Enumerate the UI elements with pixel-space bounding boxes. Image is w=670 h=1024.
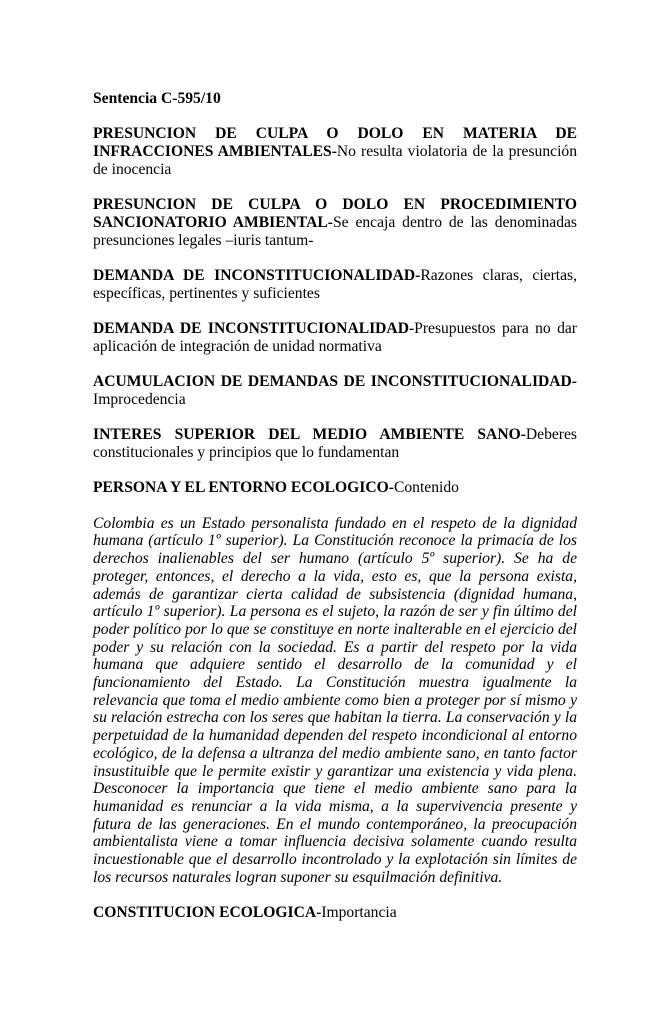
descriptor-paragraph-persona-entorno — [93, 479, 577, 497]
descriptor-paragraph-demanda-presupuestos — [93, 320, 577, 355]
descriptor-note: Presupuestos para no dar aplicación de integración de unidad normativa — [93, 320, 577, 355]
descriptor-term: DEMANDA DE INCONSTITUCIONALIDAD- — [93, 320, 415, 338]
descriptor-paragraph-presuncion-procedimiento — [93, 196, 577, 249]
descriptor-note: Contenido — [393, 479, 459, 497]
quote-paragraph: Colombia es un Estado personalista fundado en el respeto de la dignidad humana (artículo 1º superior). La Constitución reconoce la primacía de los derechos inalienables del ser humano (artículo 5º superior). Se ha de proteger, entonces, el derecho a la vida, esto es, que la persona exista, además de garantizar cierta calidad de subsistencia (dignidad humana, artículo 1º superior). La persona es el sujeto, la razón de ser y fin último del poder político por lo que se constituye en norte inalterable en el ejercicio del poder y su relación con la sociedad. Es a partir del respeto por la vida humana que adquiere sentido el desarrollo de la comunidad y el funcionamiento del Estado. La Constitución muestra igualmente la relevancia que toma el medio ambiente como bien a proteger por sí mismo y su relación estrecha con los seres que habitan la tierra. La conservación y la perpetuidad de la humanidad dependen del respeto incondicional al entorno ecológico, de la defensa a ultranza del medio ambiente sano, en tanto factor insustituible que le permite existir y garantizar una existencia y vida plena. Desconocer la importancia que tiene el medio ambiente sano para la humanidad es renunciar a la vida misma, a la supervivencia presente y futura de las generaciones. En el mundo contemporáneo, la preocupación ambientalista viene a tomar influencia decisiva solamente cuando resulta incuestionable que el desarrollo incontrolado y la explotación sin límites de los recursos naturales logran suponer su esquilmación definitiva. — [93, 514, 577, 886]
descriptor-note: Se encaja dentro de las denominadas presunciones legales –iuris tantum- — [93, 213, 577, 249]
descriptor-note: No resulta violatoria de la presunción de inocencia — [93, 143, 577, 178]
descriptor-note: Importancia — [321, 904, 397, 922]
descriptor-paragraph-constitucion-ecologica — [93, 904, 577, 922]
descriptor-note: Improcedencia — [93, 390, 186, 408]
descriptor-paragraph-acumulacion — [93, 373, 577, 408]
descriptor-term: DEMANDA DE INCONSTITUCIONALIDAD- — [93, 266, 421, 284]
descriptor-paragraph-presuncion-materia — [93, 125, 577, 178]
descriptor-note: Deberes constitucionales y principios que lo fundamentan — [93, 426, 577, 461]
descriptor-paragraph-demanda-razones — [93, 267, 577, 302]
descriptor-term: PERSONA Y EL ENTORNO ECOLOGICO- — [93, 479, 394, 497]
descriptor-term: ACUMULACION DE DEMANDAS DE INCONSTITUCIONALIDAD- — [93, 373, 577, 391]
descriptor-term: CONSTITUCION ECOLOGICA- — [93, 904, 322, 922]
descriptor-term: PRESUNCION DE CULPA O DOLO EN MATERIA DE INFRACCIONES AMBIENTALES- — [93, 125, 577, 161]
descriptor-term: INTERES SUPERIOR DEL MEDIO AMBIENTE SANO- — [93, 426, 526, 444]
descriptor-term: PRESUNCION DE CULPA O DOLO EN PROCEDIMIENTO SANCIONATORIO AMBIENTAL- — [93, 196, 577, 231]
descriptor-note: Razones claras, ciertas, específicas, pertinentes y suficientes — [93, 266, 577, 302]
document-title: Sentencia C-595/10 — [93, 90, 221, 107]
descriptor-paragraph-interes-superior — [93, 426, 577, 461]
